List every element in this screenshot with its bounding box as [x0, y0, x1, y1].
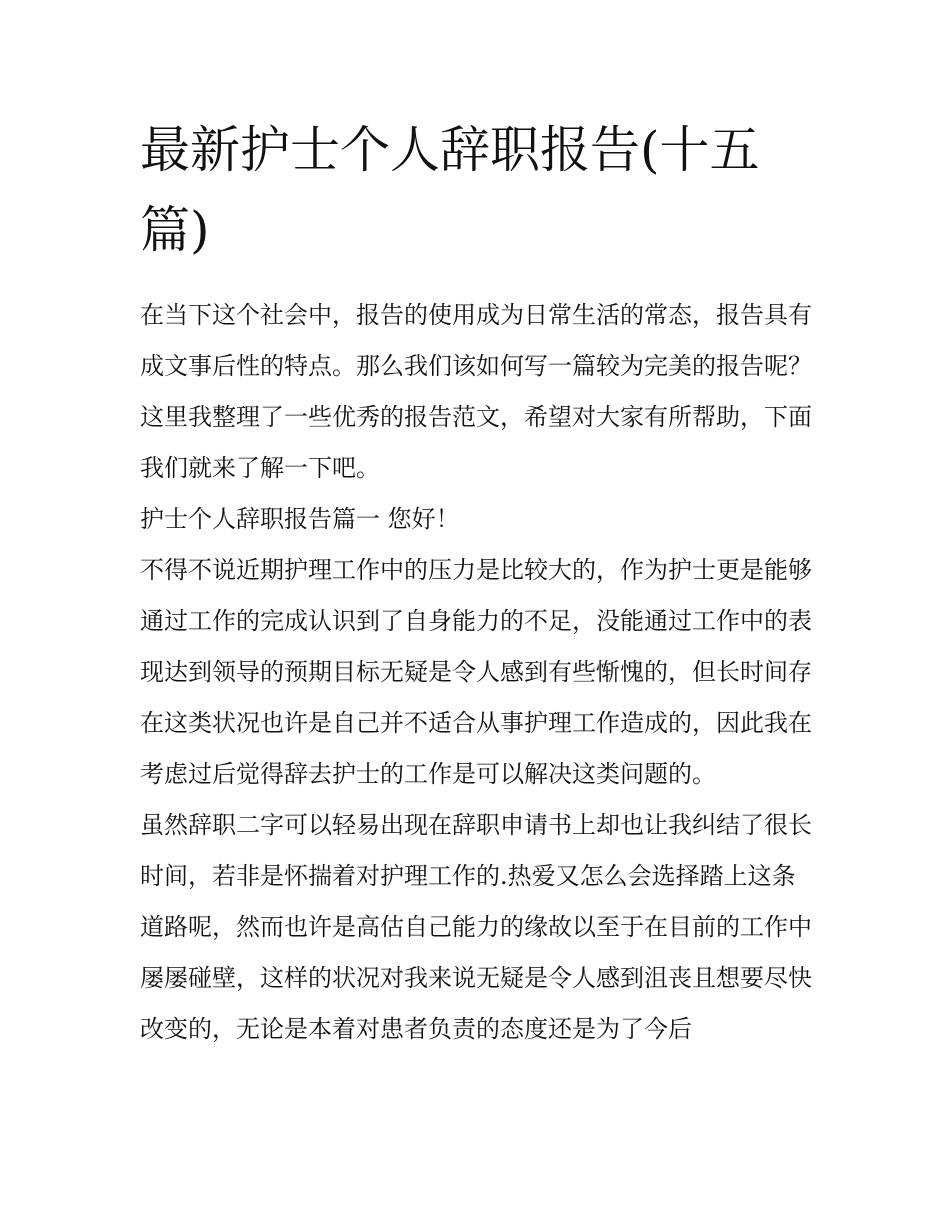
intro-paragraph: 在当下这个社会中，报告的使用成为日常生活的常态，报告具有成文事后性的特点。那么我们该如何写一篇较为完美的报告呢？这里我整理了一些优秀的报告范文，希望对大家有所帮助，下面我们就来了解一下吧。: [140, 301, 812, 482]
body-paragraph: 不得不说近期护理工作中的压力是比较大的，作为护士更是能够通过工作的完成认识到了自身能力的不足，没能通过工作中的表现达到领导的预期目标无疑是令人感到有些惭愧的，但长时间存在这类状况也许是自己并不适合从事护理工作造成的，因此我在考虑过后觉得辞去护士的工作是可以解决这类问题的。: [140, 556, 812, 788]
section-heading-paragraph: 护士个人辞职报告篇一 您好！: [140, 505, 460, 533]
document-page: [140, 110, 815, 1055]
document-title: 最新护士个人辞职报告(十五篇): [140, 121, 760, 259]
body-paragraph: 虽然辞职二字可以轻易出现在辞职申请书上却也让我纠结了很长时间，若非是怀揣着对护理工作的.热爱又怎么会选择踏上这条道路呢，然而也许是高估自己能力的缘故以至于在目前的工作中屡屡碰壁，这样的状况对我来说无疑是令人感到沮丧且想要尽快改变的，无论是本着对患者负责的态度还是为了今后: [140, 811, 812, 1043]
